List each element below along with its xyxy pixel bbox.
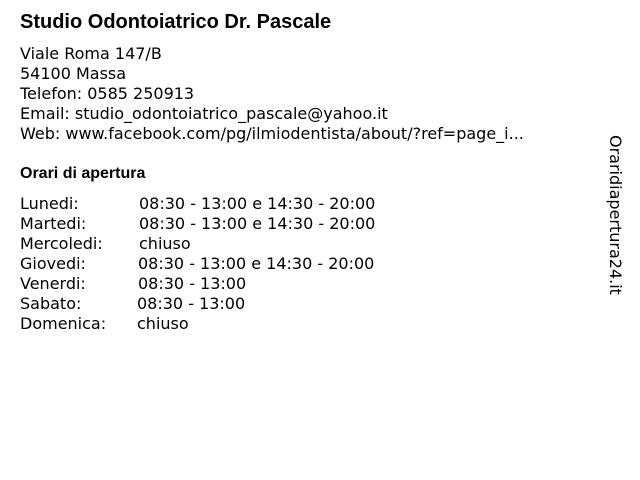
phone-number[interactable]: Telefon: 0585 250913 (20, 84, 195, 103)
day-label: Giovedi: (20, 254, 86, 273)
day-label: Martedi: (20, 214, 87, 233)
opening-hours-heading: Orari di apertura (20, 165, 146, 182)
contact-block (20, 44, 524, 144)
email-address[interactable]: Email: studio_odontoiatrico_pascale@yahoo.it (20, 104, 388, 123)
day-hours: 08:30 - 13:00 (138, 274, 247, 293)
brand-watermark (606, 135, 635, 309)
website-link[interactable]: Web: www.facebook.com/pg/ilmiodentista/about/?ref=page_i... (20, 124, 524, 143)
day-label: Mercoledi: (20, 234, 103, 253)
day-hours: chiuso (137, 314, 189, 333)
day-label: Domenica: (20, 314, 107, 333)
day-label: Lunedi: (20, 194, 79, 213)
street-address: Viale Roma 147/B (20, 44, 162, 63)
day-hours: 08:30 - 13:00 e 14:30 - 20:00 (139, 194, 376, 213)
city-postal: 54100 Massa (20, 64, 127, 83)
day-hours: 08:30 - 13:00 (137, 294, 246, 313)
day-label: Venerdi: (20, 274, 86, 293)
brand-text: Oraridiapertura24.it (606, 135, 625, 295)
day-hours: 08:30 - 13:00 e 14:30 - 20:00 (139, 214, 376, 233)
day-hours: chiuso (139, 234, 191, 253)
business-name: Studio Odontoiatrico Dr. Pascale (20, 11, 332, 33)
day-label: Sabato: (20, 294, 82, 313)
day-hours: 08:30 - 13:00 e 14:30 - 20:00 (138, 254, 375, 273)
